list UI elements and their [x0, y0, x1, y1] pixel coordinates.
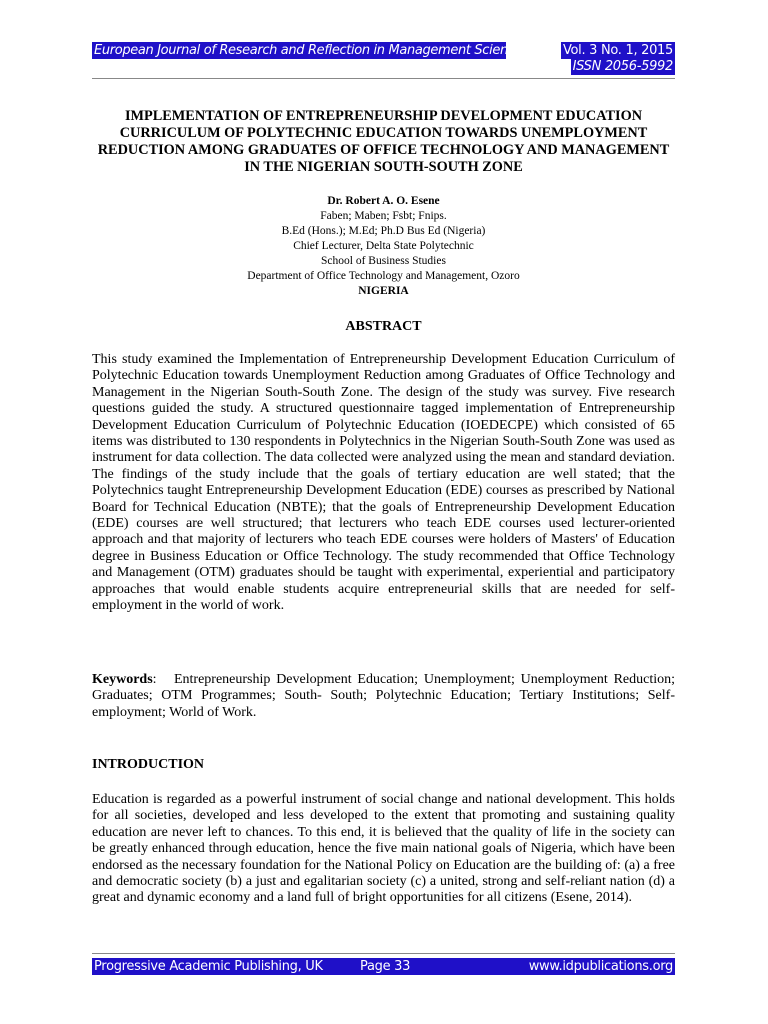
author-name: Dr. Robert A. O. Esene — [327, 195, 440, 207]
author-degrees: B.Ed (Hons.); M.Ed; Ph.D Bus Ed (Nigeria) — [281, 225, 486, 237]
journal-name: European Journal of Research and Reflection in Management Sciences — [94, 43, 529, 58]
author-block — [92, 194, 675, 299]
author-position: Chief Lecturer, Delta State Polytechnic — [293, 240, 474, 252]
header-rule — [92, 78, 675, 79]
issn: ISSN 2056-5992 — [572, 59, 673, 74]
abstract-text: This study examined the Implementation of Entrepreneurship Development Education Curriculum of Polytechnic Education towards Unemployment Reduction among Graduates of Office Technology and Management in the Nigerian South-South Zone. The design of the study was survey. Five research questions guided the study. A structured questionnaire tagged implementation of Entrepreneurship Development Education Curriculum of Polytechnic Education (IOEDECPE) which consisted of 65 items was distributed to 130 respondents in Polytechnics in the Nigerian South-South Zone was used as instrument for data collection. The data collected were analyzed using the mean and standard deviation. The findings of the study include that the goals of tertiary education are well stated; that the Polytechnics taught Entrepreneurship Development Education (EDE) courses as prescribed by National Board for Technical Education (NBTE); that the goals of Entrepreneurship Development Education (EDE) courses are well structured; that lecturers who teach EDE courses used lecturer-oriented approach and that majority of lecturers who teach EDE courses were holders of Masters' of Education degree in Business Education or Office Technology. The study recommended that Office Technology and Management (OTM) graduates should be taught with experimental, experiential and participatory approaches that would enable students acquire entrepreneurial skills that are needed for self-employment in the world of work. — [92, 352, 675, 614]
author-school: School of Business Studies — [321, 255, 446, 267]
author-titles: Faben; Maben; Fsbt; Fnips. — [320, 210, 447, 222]
introduction-heading: INTRODUCTION — [92, 757, 205, 772]
keywords-label: Keywords — [92, 672, 153, 687]
keywords-text: Entrepreneurship Development Education; Unemployment; Unemployment Reduction; Graduates; OTM Programmes; South- South; Polytechnic Education; Tertiary Institutions; Self-employment; World of Work. — [92, 672, 676, 720]
keywords-paragraph: Keywords: Entrepreneurship Development Education; Unemployment; Unemployment Reduction; Graduates; OTM Programmes; South- South; Polytechnic Education; Tertiary Institutions; Self-employment; World of Work. — [92, 672, 676, 720]
publisher-name: Progressive Academic Publishing, UK — [94, 959, 323, 974]
abstract-heading: ABSTRACT — [345, 319, 422, 334]
paper-title: IMPLEMENTATION OF ENTREPRENEURSHIP DEVELOPMENT EDUCATION CURRICULUM OF POLYTECHNIC EDUCATION TOWARDS UNEMPLOYMENT REDUCTION AMONG GRADUATES OF OFFICE TECHNOLOGY AND MANAGEMENT IN THE NIGERIAN SOUTH-SOUTH ZONE — [97, 108, 670, 175]
page-header — [92, 42, 675, 76]
volume-info: Vol. 3 No. 1, 2015 — [562, 43, 673, 58]
page-footer — [92, 958, 675, 975]
author-department: Department of Office Technology and Management, Ozoro — [247, 270, 520, 282]
author-country: NIGERIA — [358, 285, 409, 297]
website-link[interactable]: www.idpublications.org — [528, 959, 673, 974]
footer-rule — [92, 953, 675, 954]
introduction-text: Education is regarded as a powerful instrument of social change and national development. This holds for all societies, developed and less developed to the extent that promoting and sustaining quality education are never left to chances. To this end, it is believed that the quality of life in the society can be greatly enhanced through education, hence the five main national goals of Nigeria, which have been endorsed as the necessary foundation for the National Policy on Education are the building of: (a) a free and democratic society (b) a just and egalitarian society (c) a united, strong and self-reliant nation (d) a great and dynamic economy and a land full of bright opportunities for all citizens (Esene, 2014). — [92, 792, 675, 906]
page-number: Page 33 — [360, 959, 411, 974]
